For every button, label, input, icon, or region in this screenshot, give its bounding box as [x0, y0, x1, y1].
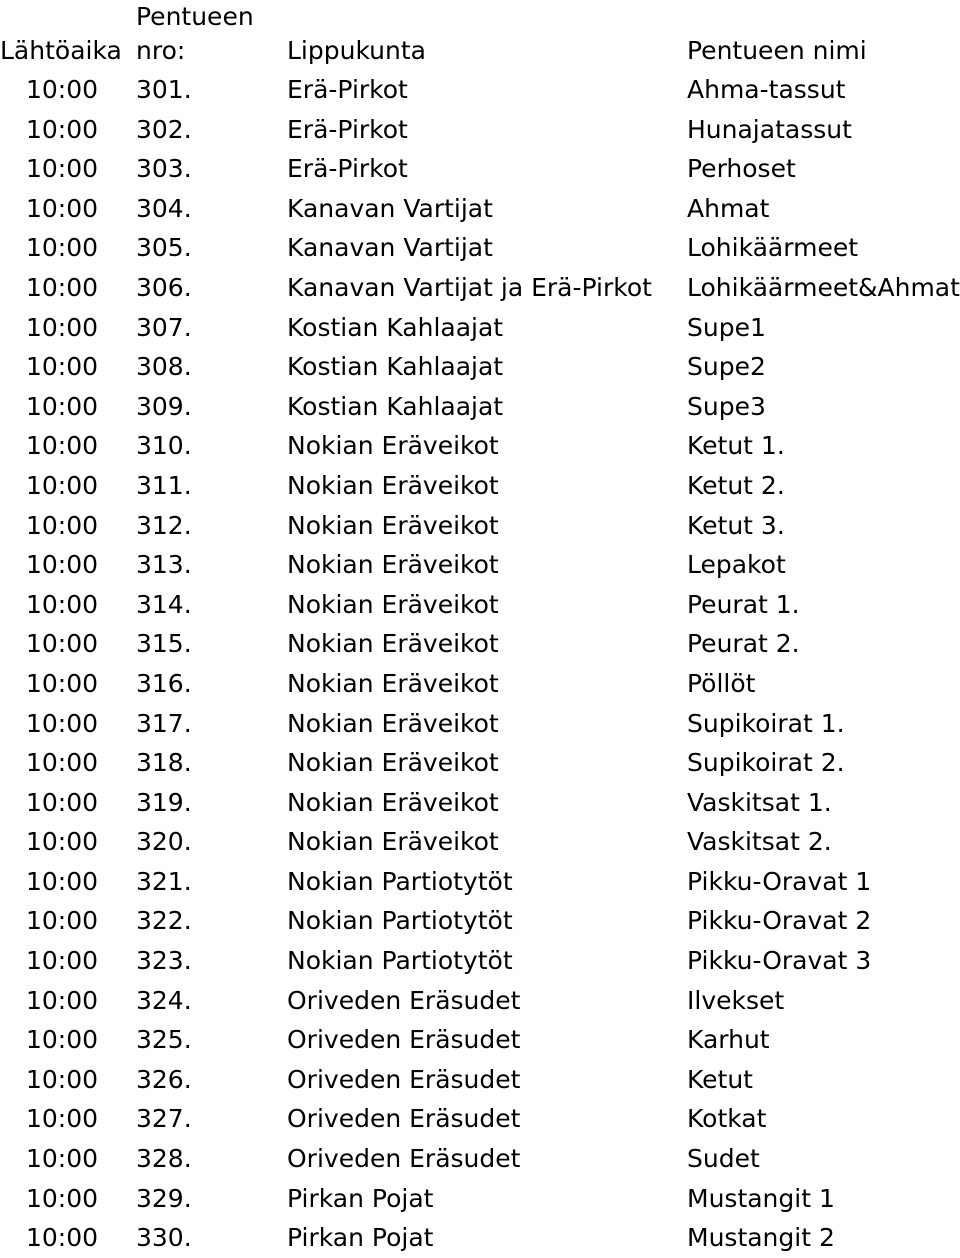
patrol-name: Peurat 1.: [687, 589, 800, 619]
scout-group: Nokian Eräveikot: [287, 708, 499, 738]
patrol-number: 330.: [136, 1223, 192, 1253]
patrol-name: Vaskitsat 1.: [687, 787, 832, 817]
scout-group: Nokian Eräveikot: [287, 787, 499, 817]
start-time: 10:00: [26, 906, 99, 936]
scout-group: Nokian Eräveikot: [287, 629, 499, 659]
patrol-name: Hunajatassut: [687, 114, 852, 144]
table-row: [0, 585, 960, 625]
table-row: [0, 822, 960, 862]
patrol-name: Supikoirat 2.: [687, 748, 845, 778]
table-row: [0, 1218, 960, 1258]
start-time: 10:00: [26, 470, 99, 500]
start-time: 10:00: [26, 985, 99, 1015]
table-row: [0, 743, 960, 783]
patrol-number: 314.: [136, 589, 192, 619]
start-time: 10:00: [26, 75, 99, 104]
patrol-number: 323.: [136, 946, 192, 976]
scout-group: Kanavan Vartijat: [287, 233, 493, 263]
patrol-name: Perhoset: [687, 154, 796, 184]
scout-group: Nokian Eräveikot: [287, 748, 499, 778]
patrol-name: Supikoirat 1.: [687, 708, 845, 738]
patrol-number: 316.: [136, 668, 192, 698]
start-time: 10:00: [26, 272, 99, 302]
start-time: 10:00: [26, 866, 99, 896]
patrol-name: Lohikäärmeet&Ahmat: [687, 272, 960, 302]
header-scout-group: Lippukunta: [287, 36, 426, 65]
table-row: [0, 466, 960, 506]
start-time: 10:00: [26, 708, 99, 738]
scout-group: Nokian Eräveikot: [287, 431, 499, 461]
patrol-name: Supe1: [687, 312, 766, 342]
patrol-name: Mustangit 2: [687, 1223, 835, 1253]
table-row: [0, 189, 960, 229]
scout-group: Oriveden Eräsudet: [287, 1025, 521, 1055]
table-row: [0, 1020, 960, 1060]
header-patrol-number-line2: nro:: [136, 36, 186, 65]
patrol-number: 321.: [136, 866, 192, 896]
patrol-number: 303.: [136, 154, 192, 184]
start-time: 10:00: [26, 668, 99, 698]
patrol-number: 308.: [136, 352, 192, 382]
patrol-number: 313.: [136, 550, 192, 580]
patrol-name: Peurat 2.: [687, 629, 800, 659]
patrol-number: 312.: [136, 510, 192, 540]
scout-group: Oriveden Eräsudet: [287, 1064, 521, 1094]
start-time: 10:00: [26, 114, 99, 144]
patrol-name: Pikku-Oravat 2: [687, 906, 872, 936]
start-time: 10:00: [26, 431, 99, 461]
scout-group: Kanavan Vartijat ja Erä-Pirkot: [287, 272, 652, 302]
patrol-number: 309.: [136, 391, 192, 421]
scout-group: Kostian Kahlaajat: [287, 312, 504, 342]
patrol-name: Ilvekset: [687, 985, 785, 1015]
start-time: 10:00: [26, 233, 99, 263]
patrol-number: 315.: [136, 629, 192, 659]
start-time: 10:00: [26, 154, 99, 184]
table-row: [0, 704, 960, 744]
scout-group: Nokian Partiotytöt: [287, 946, 513, 976]
table-row: [0, 149, 960, 189]
patrol-number: 325.: [136, 1025, 192, 1055]
table-row: [0, 624, 960, 664]
scout-group: Nokian Partiotytöt: [287, 866, 513, 896]
table-row: [0, 862, 960, 902]
patrol-name: Ahmat: [687, 193, 770, 223]
patrol-name: Ketut 3.: [687, 510, 785, 540]
patrol-name: Mustangit 1: [687, 1183, 835, 1213]
table-header: [0, 0, 960, 70]
start-time: 10:00: [26, 827, 99, 857]
table-row: [0, 268, 960, 308]
start-time: 10:00: [26, 787, 99, 817]
patrol-number: 302.: [136, 114, 192, 144]
patrol-number: 320.: [136, 827, 192, 857]
start-time: 10:00: [26, 193, 99, 223]
table-row: [0, 110, 960, 150]
header-patrol-number-line1: Pentueen: [136, 2, 254, 31]
table-row: [0, 1060, 960, 1100]
patrol-number: 328.: [136, 1144, 192, 1174]
scout-group: Pirkan Pojat: [287, 1223, 434, 1253]
scout-group: Erä-Pirkot: [287, 114, 408, 144]
table-row: [0, 308, 960, 348]
table-row: [0, 664, 960, 704]
scout-group: Oriveden Eräsudet: [287, 1144, 521, 1174]
table-row: [0, 228, 960, 268]
patrol-number: 319.: [136, 787, 192, 817]
scout-group: Kanavan Vartijat: [287, 193, 493, 223]
table-row: [0, 426, 960, 466]
patrol-name: Vaskitsat 2.: [687, 827, 832, 857]
scout-group: Nokian Eräveikot: [287, 827, 499, 857]
start-time: 10:00: [26, 1223, 99, 1253]
patrol-number: 324.: [136, 985, 192, 1015]
patrol-number: 311.: [136, 470, 192, 500]
table-row: [0, 387, 960, 427]
patrol-name: Lepakot: [687, 550, 786, 580]
table-row: [0, 545, 960, 585]
patrol-name: Ketut 1.: [687, 431, 785, 461]
scout-group: Nokian Eräveikot: [287, 589, 499, 619]
patrol-number: 326.: [136, 1064, 192, 1094]
scout-group: Oriveden Eräsudet: [287, 1104, 521, 1134]
patrol-number: 327.: [136, 1104, 192, 1134]
patrol-name: Karhut: [687, 1025, 770, 1055]
patrol-number: 329.: [136, 1183, 192, 1213]
table-row: [0, 70, 960, 110]
patrol-number: 307.: [136, 312, 192, 342]
start-time: 10:00: [26, 550, 99, 580]
start-time: 10:00: [26, 946, 99, 976]
scout-group: Nokian Eräveikot: [287, 510, 499, 540]
table-row: [0, 1099, 960, 1139]
table-row: [0, 981, 960, 1021]
scout-group: Erä-Pirkot: [287, 154, 408, 184]
patrol-name: Supe2: [687, 352, 766, 382]
table-row: [0, 901, 960, 941]
header-start-time: Lähtöaika: [0, 36, 122, 65]
start-time: 10:00: [26, 510, 99, 540]
scout-group: Nokian Partiotytöt: [287, 906, 513, 936]
scout-group: Kostian Kahlaajat: [287, 352, 504, 382]
table-row: [0, 506, 960, 546]
patrol-name: Ahma-tassut: [687, 75, 846, 104]
scout-group: Kostian Kahlaajat: [287, 391, 504, 421]
start-time: 10:00: [26, 312, 99, 342]
scout-group: Nokian Eräveikot: [287, 668, 499, 698]
start-time: 10:00: [26, 629, 99, 659]
table-row: [0, 941, 960, 981]
patrol-number: 305.: [136, 233, 192, 263]
start-time: 10:00: [26, 1144, 99, 1174]
patrol-number: 304.: [136, 193, 192, 223]
table-row: [0, 347, 960, 387]
scout-group: Nokian Eräveikot: [287, 470, 499, 500]
scout-group: Pirkan Pojat: [287, 1183, 434, 1213]
patrol-name: Pikku-Oravat 3: [687, 946, 872, 976]
patrol-number: 318.: [136, 748, 192, 778]
scout-group: Erä-Pirkot: [287, 75, 408, 104]
patrol-name: Ketut: [687, 1064, 753, 1094]
table-row: [0, 1179, 960, 1219]
start-time: 10:00: [26, 1025, 99, 1055]
patrol-number: 310.: [136, 431, 192, 461]
patrol-number: 306.: [136, 272, 192, 302]
start-time: 10:00: [26, 1104, 99, 1134]
table-body: [0, 70, 960, 1258]
patrol-name: Sudet: [687, 1144, 760, 1174]
scout-group: Oriveden Eräsudet: [287, 985, 521, 1015]
start-time: 10:00: [26, 1183, 99, 1213]
patrol-number: 322.: [136, 906, 192, 936]
scout-group: Nokian Eräveikot: [287, 550, 499, 580]
patrol-name: Kotkat: [687, 1104, 767, 1134]
patrol-name: Supe3: [687, 391, 766, 421]
patrol-number: 301.: [136, 75, 192, 104]
start-time: 10:00: [26, 391, 99, 421]
patrol-name: Ketut 2.: [687, 470, 785, 500]
patrol-number: 317.: [136, 708, 192, 738]
start-time: 10:00: [26, 1064, 99, 1094]
table-row: [0, 1139, 960, 1179]
header-patrol-name: Pentueen nimi: [687, 36, 867, 65]
start-time: 10:00: [26, 748, 99, 778]
table-row: [0, 783, 960, 823]
patrol-name: Pöllöt: [687, 668, 756, 698]
start-time: 10:00: [26, 589, 99, 619]
patrol-name: Pikku-Oravat 1: [687, 866, 872, 896]
patrol-name: Lohikäärmeet: [687, 233, 859, 263]
start-time: 10:00: [26, 352, 99, 382]
